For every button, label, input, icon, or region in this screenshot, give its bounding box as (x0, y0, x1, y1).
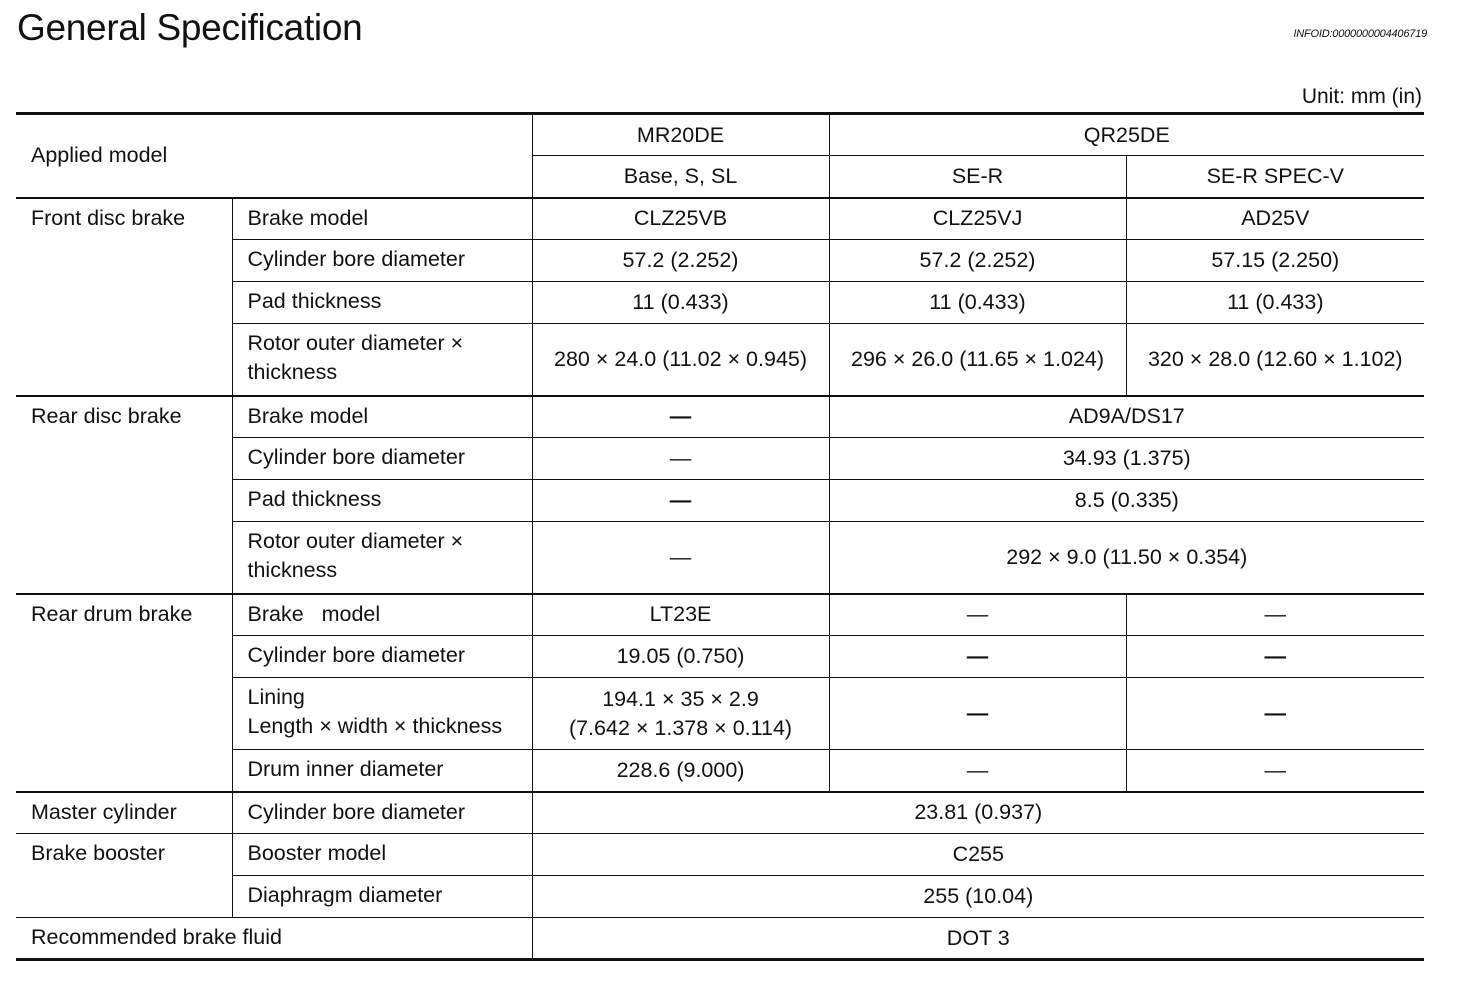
cell-value: CLZ25VB (532, 198, 829, 240)
group-master-cylinder: Master cylinder (16, 792, 232, 834)
spec-table (16, 112, 1424, 961)
group-rear-disc: Rear disc brake (16, 396, 232, 594)
table-row (16, 834, 1424, 876)
row-label: Pad thickness (232, 480, 532, 522)
cell-value: C255 (532, 834, 1424, 876)
page-title: General Specification (17, 7, 363, 48)
cell-value: — (1126, 636, 1424, 678)
row-label: Brake model (232, 594, 532, 636)
group-front-disc: Front disc brake (16, 198, 232, 396)
cell-value: 11 (0.433) (829, 282, 1126, 324)
cell-value: — (1126, 750, 1424, 792)
row-label: Diaphragm diameter (232, 876, 532, 918)
row-label-line: Length × width × thickness (247, 714, 503, 738)
cell-value: — (532, 438, 829, 480)
row-label (232, 522, 532, 594)
row-label: Cylinder bore diameter (232, 438, 532, 480)
engine-mr20de: MR20DE (532, 114, 829, 156)
cell-value: — (829, 750, 1126, 792)
header-row-engine (16, 114, 1424, 156)
row-label-line: Lining (247, 685, 305, 709)
engine-qr25de: QR25DE (829, 114, 1424, 156)
row-label (232, 324, 532, 396)
row-label: Brake model (232, 198, 532, 240)
group-rear-drum: Rear drum brake (16, 594, 232, 792)
cell-value: — (829, 678, 1126, 750)
cell-value: — (829, 636, 1126, 678)
table-row (16, 918, 1424, 960)
info-id: INFOID:0000000004406719 (1293, 28, 1427, 40)
cell-value: — (1126, 678, 1424, 750)
cell-value: — (532, 480, 829, 522)
row-label: Drum inner diameter (232, 750, 532, 792)
cell-value: 57.2 (2.252) (532, 240, 829, 282)
grade-se-r-spec-v: SE-R SPEC-V (1126, 156, 1424, 198)
cell-value: 296 × 26.0 (11.65 × 1.024) (829, 324, 1126, 396)
cell-value: CLZ25VJ (829, 198, 1126, 240)
cell-value: 280 × 24.0 (11.02 × 0.945) (532, 324, 829, 396)
cell-value: DOT 3 (532, 918, 1424, 960)
cell-value: 292 × 9.0 (11.50 × 0.354) (829, 522, 1424, 594)
cell-value: 34.93 (1.375) (829, 438, 1424, 480)
row-label: Brake model (232, 396, 532, 438)
table-row (16, 198, 1424, 240)
cell-value-line: (7.642 × 1.378 × 0.114) (568, 715, 793, 740)
row-label-line: Rotor outer diameter × (247, 529, 464, 553)
cell-value: 228.6 (9.000) (532, 750, 829, 792)
cell-value: LT23E (532, 594, 829, 636)
cell-value: 57.15 (2.250) (1126, 240, 1424, 282)
row-label: Cylinder bore diameter (232, 792, 532, 834)
applied-model-label: Applied model (16, 114, 532, 198)
cell-value: 8.5 (0.335) (829, 480, 1424, 522)
row-label: Booster model (232, 834, 532, 876)
row-label-line: thickness (247, 558, 338, 582)
cell-value (532, 678, 829, 750)
table-row (16, 396, 1424, 438)
cell-value: — (1126, 594, 1424, 636)
row-label-line: thickness (247, 360, 338, 384)
cell-value: 11 (0.433) (532, 282, 829, 324)
row-label: Cylinder bore diameter (232, 636, 532, 678)
cell-value: AD25V (1126, 198, 1424, 240)
cell-value: 19.05 (0.750) (532, 636, 829, 678)
cell-value: 255 (10.04) (532, 876, 1424, 918)
unit-label: Unit: mm (in) (1301, 85, 1422, 108)
table-row (16, 594, 1424, 636)
cell-value: 57.2 (2.252) (829, 240, 1126, 282)
row-label: Cylinder bore diameter (232, 240, 532, 282)
group-brake-booster: Brake booster (16, 834, 232, 918)
cell-value: — (532, 522, 829, 594)
cell-value: 320 × 28.0 (12.60 × 1.102) (1126, 324, 1424, 396)
cell-value: 11 (0.433) (1126, 282, 1424, 324)
cell-value: 23.81 (0.937) (532, 792, 1424, 834)
grade-base: Base, S, SL (532, 156, 829, 198)
grade-se-r: SE-R (829, 156, 1126, 198)
row-label: Pad thickness (232, 282, 532, 324)
cell-value-line: 194.1 × 35 × 2.9 (602, 686, 759, 711)
cell-value: AD9A/DS17 (829, 396, 1424, 438)
row-label (232, 678, 532, 750)
cell-value: — (829, 594, 1126, 636)
cell-value: — (532, 396, 829, 438)
row-label-line: Rotor outer diameter × (247, 331, 464, 355)
table-row (16, 792, 1424, 834)
group-brake-fluid: Recommended brake fluid (16, 918, 532, 960)
